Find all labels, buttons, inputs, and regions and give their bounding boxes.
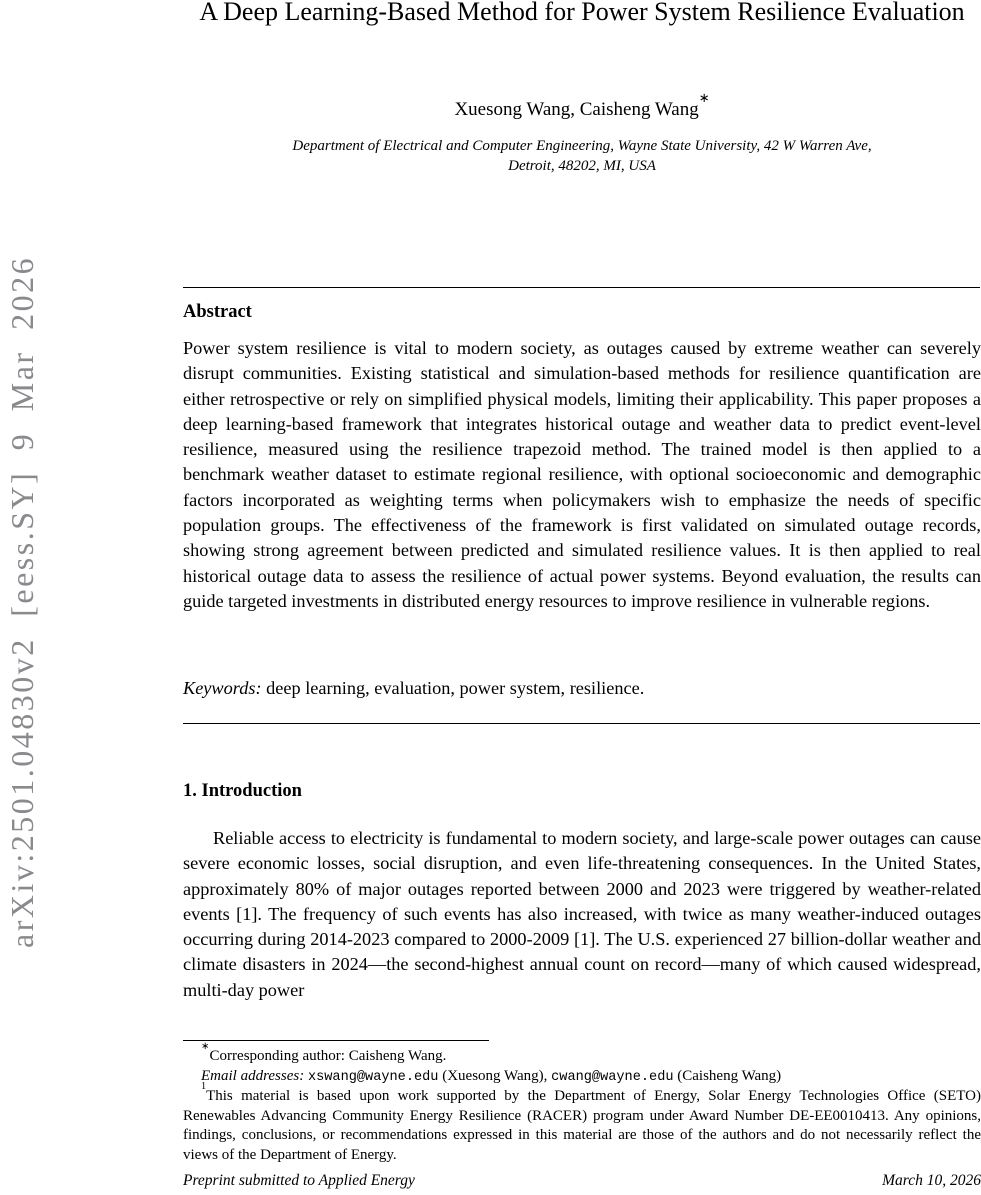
abstract-text: Power system resilience is vital to modern society, as outages caused by extreme weather can severely disrupt communities. Existing statistical and simulation-based methods for resilience quantification are either retrospective or rely on simplified physical models, limiting their applicability. This paper proposes a deep learning-based framework that integrates historical outage and weather data to predict event-level resilience, measured using the resilience trapezoid method. The trained model is then applied to a benchmark weather dataset to estimate regional resilience, with optional socioeconomic and demographic factors incorporated as weighting terms when policymakers wish to emphasize the needs of specific population groups. The effectiveness of the framework is first validated on simulated outage records, showing strong agreement between predicted and simulated resilience values. It is then applied to real historical outage data to assess the resilience of actual power systems. Beyond evaluation, the results can guide targeted investments in distributed energy resources to improve resilience in vulnerable regions. bbox=[183, 338, 981, 611]
email-name-2: (Caisheng Wang) bbox=[677, 1067, 782, 1084]
abstract-heading: Abstract bbox=[183, 302, 252, 322]
footnote-funding-text: This material is based upon work supported by the Department of Energy, Solar Energy Technologies Office (SETO) Renewables Advancing Community Energy Resilience (RACER) program under Award Number DE-EE0010413. Any opinions, findings, conclusions, or recommendations expressed in this material are those of the authors and do not necessarily reflect the views of the Department of Energy. bbox=[183, 1088, 981, 1163]
section-heading-introduction: 1. Introduction bbox=[183, 781, 302, 801]
page-footer bbox=[183, 1172, 981, 1190]
authors-line bbox=[183, 89, 981, 121]
email-address-2: cwang@wayne.edu bbox=[551, 1069, 674, 1085]
footer-date: March 10, 2026 bbox=[882, 1172, 981, 1189]
footnote-corresponding-text: Corresponding author: Caisheng Wang. bbox=[209, 1048, 447, 1064]
corresponding-author-mark: ∗ bbox=[698, 89, 710, 105]
top-divider-rule bbox=[183, 287, 980, 288]
email-address-1: xswang@wayne.edu bbox=[307, 1069, 439, 1085]
footnote-funding-mark: 1 bbox=[201, 1081, 207, 1093]
introduction-paragraph: Reliable access to electricity is fundamental to modern society, and large-scale power outages can cause severe economic losses, social disruption, and even life-threatening consequences. In the United States, approximately 80% of major outages reported between 2000 and 2023 were triggered by weather-related events [1]. The frequency of such events has also increased, with twice as many weather-induced outages occurring during 2014-2023 compared to 2000-2009 [1]. The U.S. experienced 27 billion-dollar weather and climate disasters in 2024—the second-highest annual count on record—many of which caused widespread, multi-day power bbox=[183, 828, 981, 1000]
bottom-divider-rule bbox=[183, 723, 980, 724]
paper-title: A Deep Learning-Based Method for Power System Resilience Evaluation bbox=[199, 0, 965, 26]
email-label: Email addresses: bbox=[201, 1067, 305, 1084]
arxiv-watermark: arXiv:2501.04830v2 [eess.SY] 9 Mar 2026 bbox=[4, 255, 40, 948]
keywords-label: Keywords: bbox=[183, 678, 262, 698]
keywords-text: deep learning, evaluation, power system, resilience. bbox=[266, 678, 645, 698]
affiliation-block bbox=[183, 136, 981, 176]
author-names: Xuesong Wang, Caisheng Wang bbox=[454, 99, 699, 120]
keywords-line bbox=[183, 678, 981, 699]
footnote-rule bbox=[183, 1040, 489, 1041]
affiliation-text: Department of Electrical and Computer Engineering, Wayne State University, 42 W Warren Ave, Detroit, 48202, MI, USA bbox=[292, 138, 872, 174]
footnote-corresponding-mark: ∗ bbox=[201, 1041, 210, 1053]
footnotes-block bbox=[183, 1041, 981, 1165]
email-name-1: (Xuesong Wang), bbox=[442, 1067, 548, 1084]
footnote-email bbox=[183, 1067, 981, 1088]
footnote-funding bbox=[183, 1081, 981, 1165]
footer-journal-note: Preprint submitted to Applied Energy bbox=[183, 1172, 415, 1189]
footnote-corresponding bbox=[183, 1041, 981, 1067]
